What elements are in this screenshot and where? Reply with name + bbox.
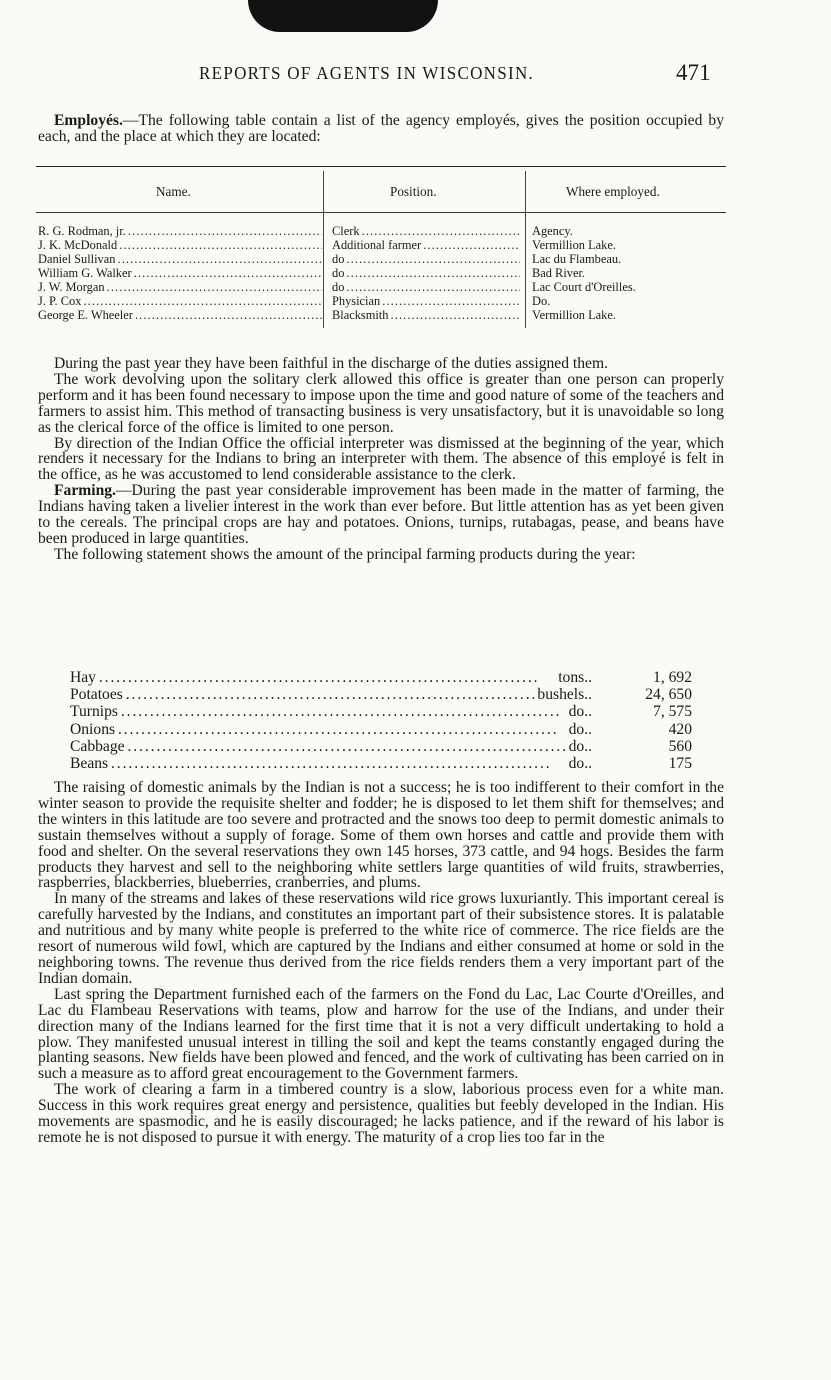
product-name-text: Hay: [70, 669, 96, 686]
employee-name-cell-text: R. G. Rodman, jr.: [38, 224, 126, 238]
product-quantity: 175: [668, 754, 692, 772]
employee-position-cell: [332, 294, 520, 308]
product-unit: do ..: [567, 738, 592, 755]
product-quantity: 1, 692: [653, 669, 692, 686]
table-header-position: Position.: [390, 184, 437, 199]
paragraph-text: The work devolving upon the solitary clerk allowed this office is greater than one person can properly perform and it has been found necessary to impose upon the time and good nature of some of the teachers and farmers to assist him. This method of transacting business is very unsatisfactory, but it is unavoidable so long as the clerical force of the office is limited to one person.: [38, 370, 724, 436]
employee-location-cell: [532, 308, 726, 322]
employee-location-cell: [532, 294, 726, 308]
employee-position-cell-text: Physician: [332, 294, 381, 308]
body-paragraph: The raising of domestic animals by the Indian is not a success; he is too indifferent to their comfort in the winter season to provide the requisite shelter and fodder; he is disposed to let them shift for themselves; and the winters in this latitude are too severe and protracted and the snows too deep to permit domestic animals to sustain themselves without a supply of forage. Some of them own horses and cattle and provide them with food and shelter. On the several reservations they own 145 horses, 373 cattle, and 94 hogs. Besides the farm products they harvest and sell to the neighboring white settlers large quantities of wild fruits, strawberries, raspberries, blackberries, blueberries, cranberries, and plums.: [38, 779, 724, 892]
employee-location-cell: [532, 280, 726, 294]
product-name: [70, 669, 570, 686]
product-unit: do ..: [567, 721, 592, 738]
farm-product-row: [70, 703, 692, 720]
product-name-text: Beans: [70, 754, 109, 772]
body-section-2: [38, 780, 724, 1146]
body-paragraph: In many of the streams and lakes of these reservations wild rice grows luxuriantly. This important cereal is carefully harvested by the Indians, and constitutes an important part of their subsistence stores. It is palatable and nutritious and by many white people is preferred to the white rice of commerce. The rice fields are the resort of numerous wild fowl, which are captured by the Indians and either consumed at home or sold in the neighboring towns. The revenue thus derived from the rice fields renders them a very important part of the Indian domain.: [38, 890, 724, 987]
table-row: [36, 280, 726, 294]
employee-name-cell-text: J. P. Cox: [38, 294, 82, 308]
employee-position-cell: [332, 308, 520, 322]
table-row: [36, 266, 726, 280]
employee-table: [36, 166, 726, 328]
product-quantity: 24, 650: [645, 686, 692, 704]
farm-product-row: [70, 686, 692, 703]
employee-name-cell-text: William G. Walker: [38, 266, 132, 280]
page-header: [0, 60, 831, 90]
employee-name-cell: [38, 266, 322, 280]
paragraph-text: By direction of the Indian Office the official interpreter was dismissed at the beginning of the year, which renders it necessary for the Indians to bring an interpreter with them. The absence of this employé is felt in the office, as he was accustomed to lend considerable assistance to the clerk.: [38, 434, 724, 484]
employee-position-cell: [332, 280, 520, 294]
running-title: REPORTS OF AGENTS IN WISCONSIN.: [199, 63, 535, 84]
product-name-text: Potatoes: [70, 686, 123, 704]
employee-location-cell: [532, 224, 726, 238]
employee-position-cell-text: Clerk: [332, 224, 360, 238]
employee-name-cell-text: J. W. Morgan: [38, 280, 105, 294]
employee-name-cell: [38, 252, 322, 266]
employee-position-cell-text: do: [332, 266, 345, 280]
table-row: [36, 294, 726, 308]
product-unit: tons ..: [556, 669, 592, 686]
employee-name-cell: [38, 224, 322, 238]
employee-name-cell: [38, 294, 322, 308]
farm-product-row: [70, 738, 692, 755]
product-quantity: 7, 575: [653, 703, 692, 721]
employee-name-cell: [38, 238, 322, 252]
product-quantity: 420: [668, 720, 692, 738]
paragraph-text: —During the past year considerable improvement has been made in the matter of farming, the Indians having taken a livelier interest in the work than ever before. But little attention has as yet been given to the cereals. The principal crops are hay and potatoes. Onions, turnips, rutabagas, pease, and beans have been produced in large quantities.: [38, 482, 724, 547]
body-section-1: [38, 356, 724, 563]
product-quantity: 560: [668, 737, 692, 755]
table-body: [36, 224, 726, 322]
intro-paragraph: [38, 113, 724, 145]
employee-position-cell-text: Blacksmith: [332, 308, 389, 322]
product-name: [70, 686, 570, 703]
employee-location-cell-text: Lac du Flambeau.: [532, 252, 622, 266]
paragraph-text: The following statement shows the amount of the principal farming products during the year:: [54, 545, 636, 563]
product-name: [70, 738, 570, 755]
product-name: [70, 755, 570, 772]
employee-location-cell-text: Bad River.: [532, 266, 585, 280]
product-name-text: Onions: [70, 720, 116, 738]
product-name: [70, 703, 570, 720]
paragraph-lead: Farming.: [54, 482, 116, 500]
employee-location-cell: [532, 266, 726, 280]
body-paragraph: [38, 547, 724, 563]
table-row: [36, 308, 726, 322]
intro-lead: Employés.: [54, 112, 123, 129]
farm-products-list: [70, 669, 692, 772]
table-row: [36, 252, 726, 266]
employee-location-cell-text: Vermillion Lake.: [532, 308, 616, 322]
product-unit: do ..: [567, 703, 592, 720]
body-paragraph: Last spring the Department furnished each of the farmers on the Fond du Lac, Lac Courte d'Oreilles, and Lac du Flambeau Reservations with teams, plow and harrow for the use of the Indians, and under their direction many of the Indians learned for the first time that it is not a very difficult undertaking to hold a plow. They manifested unusual interest in tilling the soil and kept the teams constantly engaged during the planting seasons. New fields have been plowed and fenced, and the work of cultivating has been carried on in such a measure as to afford great encouragement to the Government farmers.: [38, 985, 724, 1083]
table-header-rule: [36, 212, 726, 213]
paragraph-text: During the past year they have been faithful in the discharge of the duties assigned them.: [54, 355, 608, 372]
table-header-name: Name.: [156, 184, 191, 199]
employee-location-cell-text: Lac Court d'Oreilles.: [532, 280, 636, 294]
employee-position-cell-text: Additional farmer: [332, 238, 422, 252]
table-row: [36, 238, 726, 252]
farm-product-row: [70, 755, 692, 772]
product-name-text: Turnips: [70, 703, 118, 721]
employee-name-cell: [38, 280, 322, 294]
employee-position-cell-text: do: [332, 280, 345, 294]
table-top-rule: [36, 166, 726, 167]
employee-location-cell: [532, 238, 726, 252]
scan-blot: [248, 0, 438, 32]
body-paragraph: The work of clearing a farm in a timbered country is a slow, laborious process even for a white man. Success in this work requires great energy and persistence, qualities but feebly developed in the Indian. His movements are spasmodic, and he is easily discouraged; he lacks patience, and if the reward of his labor is remote he is not disposed to pursue it with energy. The maturity of a crop lies too far in the: [38, 1081, 724, 1146]
body-paragraph: [38, 372, 724, 436]
product-name-text: Cabbage: [70, 737, 125, 755]
employee-name-cell-text: George E. Wheeler: [38, 308, 133, 322]
employee-position-cell: [332, 252, 520, 266]
employee-name-cell-text: Daniel Sullivan: [38, 252, 116, 266]
employee-position-cell: [332, 266, 520, 280]
body-paragraph: [38, 483, 724, 547]
employee-position-cell: [332, 238, 520, 252]
product-unit: bushels ..: [535, 686, 592, 703]
employee-location-cell-text: Agency.: [532, 224, 573, 238]
page-number: 471: [676, 60, 711, 85]
employee-position-cell-text: do: [332, 252, 345, 266]
table-header-where: Where employed.: [566, 184, 660, 199]
product-unit: do ..: [567, 755, 592, 772]
employee-location-cell-text: Do.: [532, 294, 551, 308]
body-paragraph: [38, 436, 724, 484]
farm-product-row: [70, 721, 692, 738]
employee-position-cell: [332, 224, 520, 238]
table-row: [36, 224, 726, 238]
farm-product-row: [70, 669, 692, 686]
employee-name-cell-text: J. K. McDonald: [38, 238, 118, 252]
intro-text: —The following table contain a list of the agency employés, gives the position occupied by each, and the place at which they are located:: [38, 112, 724, 145]
employee-location-cell-text: Vermillion Lake.: [532, 238, 616, 252]
product-name: [70, 721, 570, 738]
employee-name-cell: [38, 308, 322, 322]
employee-location-cell: [532, 252, 726, 266]
body-paragraph: [38, 356, 724, 372]
